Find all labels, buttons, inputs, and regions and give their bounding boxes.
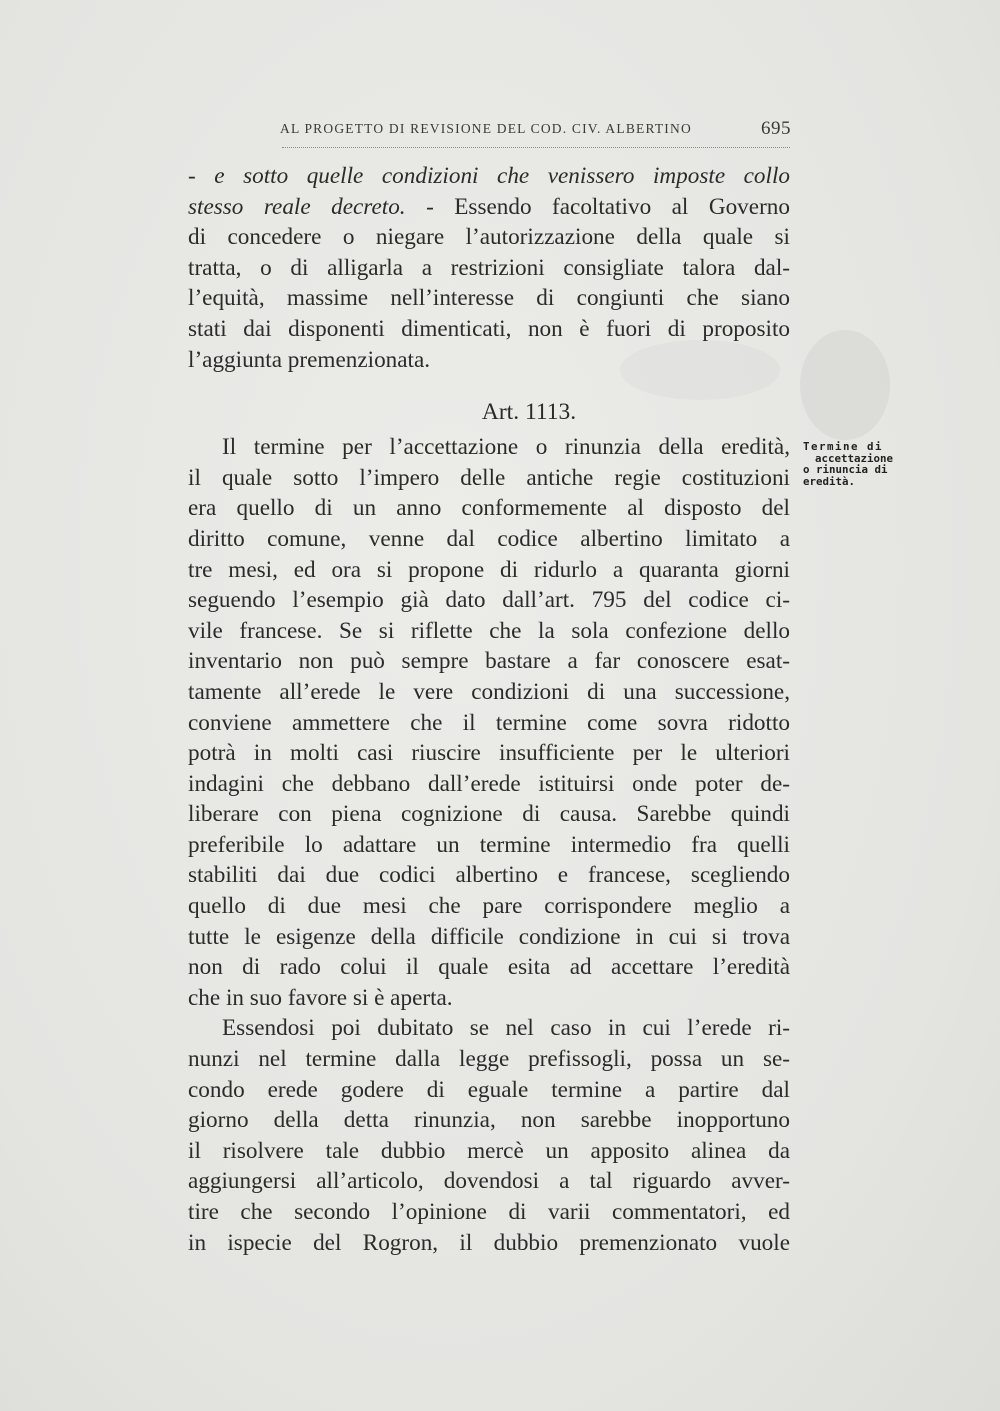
text-line: in ispecie del Rogron, il dubbio premenzionato vuole — [188, 1229, 790, 1256]
paper-stain — [800, 330, 890, 440]
page-number: 695 — [761, 118, 791, 139]
margin-note-line: eredità. — [803, 474, 856, 488]
article-heading: Art. 1113. — [481, 399, 577, 425]
text-line: seguendo l’esempio già dato dall’art. 795 del codice ci- — [188, 587, 790, 614]
header-rule — [282, 147, 790, 148]
text-line: tratta, o di alligarla a restrizioni consigliate talora dal- — [188, 254, 790, 281]
text-line: nunzi nel termine dalla legge prefissogli, possa un se- — [188, 1046, 790, 1073]
text-line: stabiliti dai due codici albertino e francese, scegliendo — [188, 862, 790, 889]
text-line: l’aggiunta premenzionata. — [188, 346, 431, 373]
text-line: tre mesi, ed ora si propone di ridurlo a quaranta giorni — [188, 556, 790, 583]
margin-note-line: accettazione — [815, 451, 894, 465]
text-line: non di rado colui il quale esita ad accettare l’eredità — [188, 954, 790, 981]
text-line: tire che secondo l’opinione di varii commentatori, ed — [188, 1199, 790, 1225]
text-line — [188, 161, 790, 192]
text-line: liberare con piena cognizione di causa. Sarebbe quindi — [188, 801, 790, 828]
running-title: AL PROGETTO DI REVISIONE DEL COD. CIV. ALBERTINO — [280, 121, 692, 136]
text-line: tamente all’erede le vere condizioni di una successione, — [188, 678, 790, 705]
text-line: inventario non può sempre bastare a far conoscere esat- — [188, 648, 790, 675]
text-line: giorno della detta rinunzia, non sarebbe inopportuno — [188, 1107, 790, 1134]
paragraph-3 — [188, 1013, 790, 1258]
text-line: il risolvere tale dubbio mercè un apposito alinea da — [188, 1137, 790, 1164]
text-line: condo erede godere di eguale termine a partire dal — [188, 1076, 790, 1103]
margin-note-line: o rinuncia di — [803, 463, 888, 477]
text-line: diritto comune, venne dal codice albertino limitato a — [188, 525, 790, 552]
text-line: indagini che debbano dall’erede istituirsi onde poter de- — [188, 770, 790, 797]
paragraph-1 — [188, 161, 790, 375]
text-line: che in suo favore si è aperta. — [188, 984, 453, 1011]
text-line: l’equità, massime nell’interesse di congiunti che siano — [188, 285, 790, 312]
margin-note — [803, 441, 913, 487]
text-line: Essendosi poi dubitato se nel caso in cui l’erede ri- — [222, 1015, 790, 1042]
text-line: il quale sotto l’impero delle antiche regie costituzioni — [188, 464, 790, 491]
text-line: Il termine per l’accettazione o rinunzia della eredità, — [222, 434, 790, 461]
running-head — [280, 118, 795, 142]
text-line — [188, 192, 790, 223]
italic-text: - e sotto quelle condizioni che venissero imposte collo — [188, 163, 790, 189]
text-line: era quello di un anno conformemente al disposto del — [188, 495, 790, 522]
body-text — [188, 161, 790, 1258]
text-line: conviene ammettere che il termine come sovra ridotto — [188, 709, 790, 736]
text-line: potrà in molti casi riuscire insufficiente per le ulteriori — [188, 740, 790, 767]
text-line: vile francese. Se si riflette che la sola confezione dello — [188, 617, 790, 644]
text-line: tutte le esigenze della difficile condizione in cui si trova — [188, 923, 790, 950]
paragraph-2 — [188, 432, 790, 1013]
italic-text: stesso reale decreto. — [188, 193, 406, 220]
text-line: aggiungersi all’articolo, dovendosi a tal riguardo avver- — [188, 1168, 790, 1195]
text-line: stati dai disponenti dimenticati, non è fuori di proposito — [188, 315, 790, 342]
text-line: preferibile lo adattare un termine intermedio fra quelli — [188, 831, 790, 858]
text-span: - Essendo facoltativo al Governo — [405, 193, 790, 220]
text-line: di concedere o niegare l’autorizzazione della quale si — [188, 224, 790, 251]
text-line: quello di due mesi che pare corrispondere meglio a — [188, 893, 790, 920]
margin-note-line: Termine di — [803, 440, 884, 453]
